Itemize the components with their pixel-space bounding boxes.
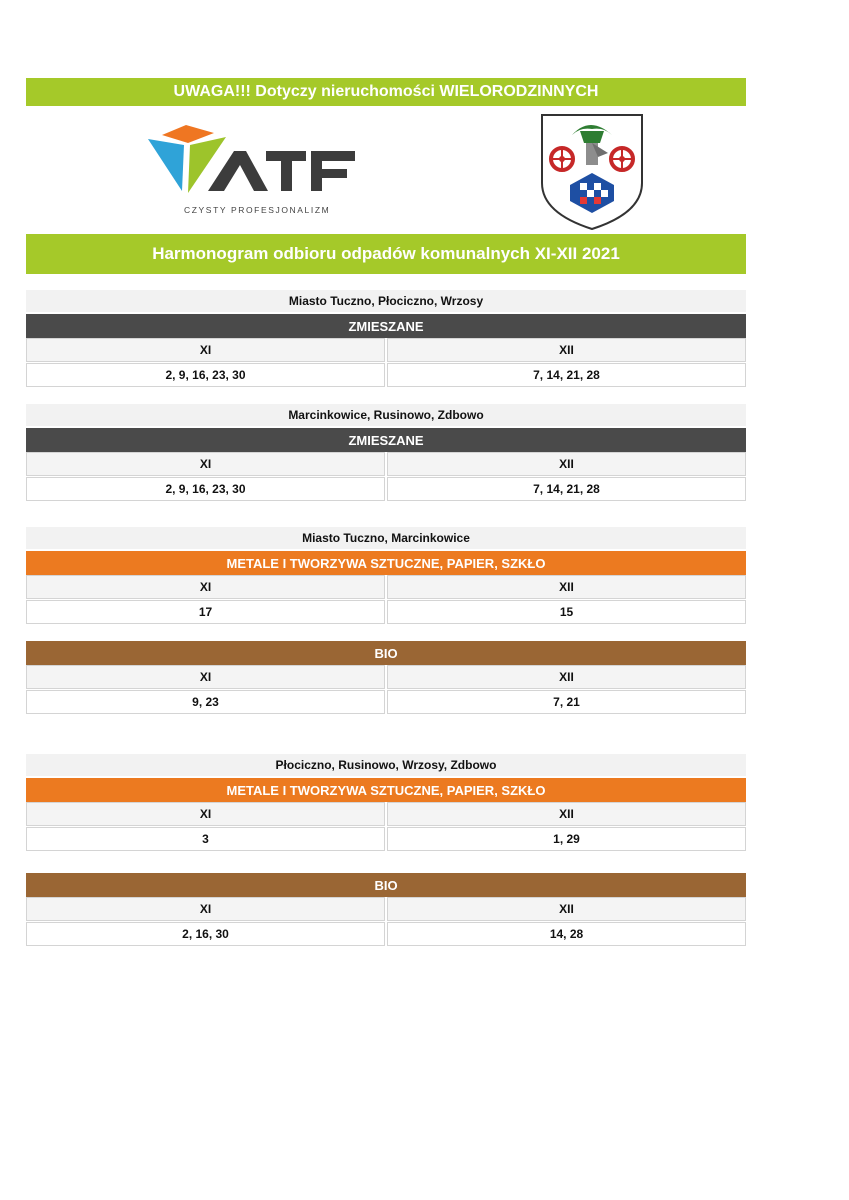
month-cell: XII bbox=[387, 452, 746, 476]
schedule-group bbox=[26, 404, 746, 501]
dates-cell: 7, 14, 21, 28 bbox=[387, 363, 746, 387]
dates-row bbox=[26, 827, 746, 851]
logo-t-stem bbox=[281, 151, 292, 191]
dates-row bbox=[26, 600, 746, 624]
category-row: METALE I TWORZYWA SZTUCZNE, PAPIER, SZKŁO bbox=[26, 551, 746, 575]
month-cell: XI bbox=[26, 452, 385, 476]
category-row: BIO bbox=[26, 873, 746, 897]
dates-cell: 3 bbox=[26, 827, 385, 851]
months-row bbox=[26, 897, 746, 921]
logo-a-shape bbox=[208, 151, 268, 191]
category-row: METALE I TWORZYWA SZTUCZNE, PAPIER, SZKŁO bbox=[26, 778, 746, 802]
atf-logo bbox=[146, 121, 361, 216]
location-row: Miasto Tuczno, Płociczno, Wrzosy bbox=[26, 290, 746, 314]
location-row: Płociczno, Rusinowo, Wrzosy, Zdbowo bbox=[26, 754, 746, 778]
dates-cell: 2, 16, 30 bbox=[26, 922, 385, 946]
dates-row bbox=[26, 363, 746, 387]
month-cell: XI bbox=[26, 897, 385, 921]
dates-row bbox=[26, 690, 746, 714]
logo-blue-shape bbox=[148, 139, 184, 191]
month-cell: XI bbox=[26, 575, 385, 599]
month-cell: XII bbox=[387, 665, 746, 689]
months-row bbox=[26, 575, 746, 599]
logo-orange-shape bbox=[162, 125, 214, 143]
dates-cell: 14, 28 bbox=[387, 922, 746, 946]
month-cell: XI bbox=[26, 665, 385, 689]
schedule-group bbox=[26, 754, 746, 851]
schedule-group bbox=[26, 873, 746, 946]
category-row: BIO bbox=[26, 641, 746, 665]
schedule-title: Harmonogram odbioru odpadów komunalnych XI-XII 2021 bbox=[26, 234, 746, 274]
dates-row bbox=[26, 922, 746, 946]
months-row bbox=[26, 338, 746, 362]
dates-cell: 9, 23 bbox=[26, 690, 385, 714]
schedule-group bbox=[26, 527, 746, 624]
month-cell: XI bbox=[26, 338, 385, 362]
month-cell: XII bbox=[387, 575, 746, 599]
category-row: ZMIESZANE bbox=[26, 314, 746, 338]
logo-tagline: CZYSTY PROFESJONALIZM bbox=[184, 205, 331, 215]
dates-row bbox=[26, 477, 746, 501]
month-cell: XII bbox=[387, 802, 746, 826]
schedule-group bbox=[26, 641, 746, 714]
dates-cell: 2, 9, 16, 23, 30 bbox=[26, 363, 385, 387]
dates-cell: 7, 21 bbox=[387, 690, 746, 714]
coat-of-arms-icon bbox=[540, 113, 644, 231]
dates-cell: 15 bbox=[387, 600, 746, 624]
location-row: Miasto Tuczno, Marcinkowice bbox=[26, 527, 746, 551]
category-row: ZMIESZANE bbox=[26, 428, 746, 452]
month-cell: XI bbox=[26, 802, 385, 826]
schedule-group bbox=[26, 290, 746, 387]
dates-cell: 7, 14, 21, 28 bbox=[387, 477, 746, 501]
dates-cell: 2, 9, 16, 23, 30 bbox=[26, 477, 385, 501]
month-cell: XII bbox=[387, 897, 746, 921]
logo-f-top bbox=[311, 151, 355, 161]
dates-cell: 17 bbox=[26, 600, 385, 624]
months-row bbox=[26, 665, 746, 689]
logo-f-mid bbox=[311, 169, 347, 178]
months-row bbox=[26, 802, 746, 826]
location-row: Marcinkowice, Rusinowo, Zdbowo bbox=[26, 404, 746, 428]
warning-banner: UWAGA!!! Dotyczy nieruchomości WIELORODZINNYCH bbox=[26, 78, 746, 106]
dates-cell: 1, 29 bbox=[387, 827, 746, 851]
month-cell: XII bbox=[387, 338, 746, 362]
months-row bbox=[26, 452, 746, 476]
